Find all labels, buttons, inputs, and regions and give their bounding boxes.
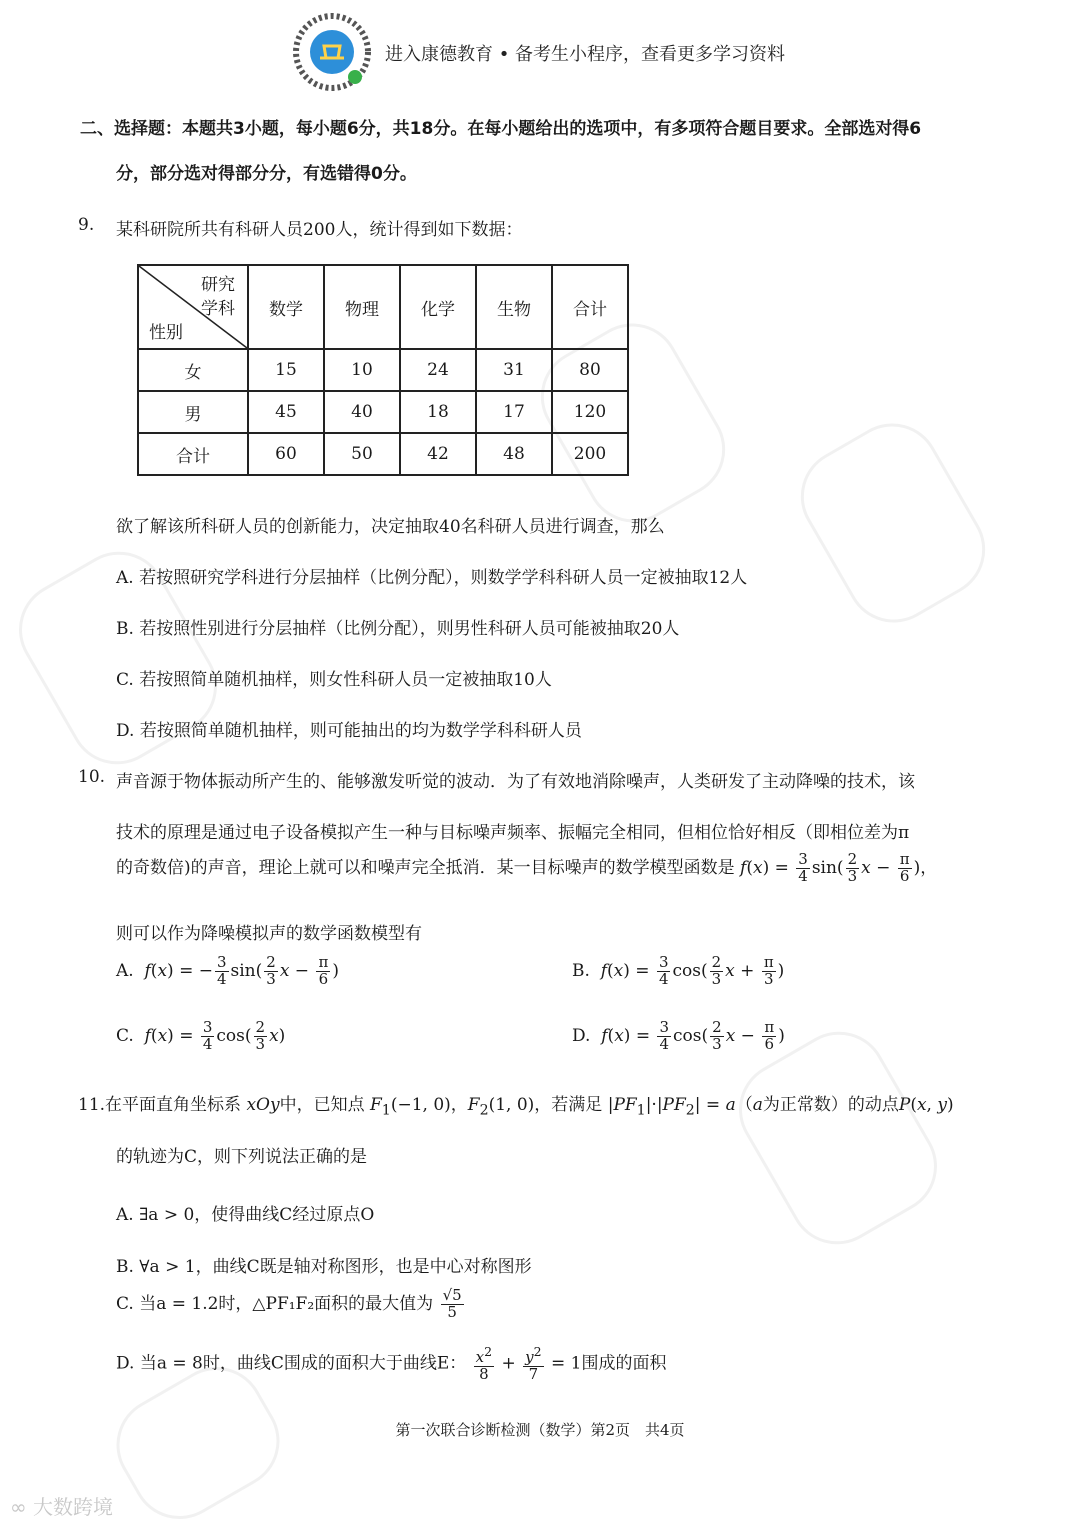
question-text: 11.在平面直角坐标系 xOy中，已知点 $F_1(-1$, 0)，$F_2(1$, 0)，若满足 $|PF_1|\cdot|PF_2| = a(a$为正常数）的动点P(x, y) bbox=[78, 1095, 954, 1119]
link-icon: ∞ bbox=[10, 1495, 34, 1519]
option-b: B. ∀a > 1，曲线C既是轴对称图形，也是中心对称图形 bbox=[116, 1257, 532, 1277]
text-part: 中，已知点 bbox=[279, 1095, 365, 1115]
question-number: 10. bbox=[78, 767, 106, 787]
section-title: 二、选择题：本题共3小题，每小题6分，共18分。在每小题给出的选项中，有多项符合题目要求。全部选对得6 bbox=[80, 119, 922, 139]
option-label: B. bbox=[572, 960, 590, 981]
table-cell: 42 bbox=[400, 433, 476, 475]
column-header: 合计 bbox=[552, 265, 628, 349]
table-cell: 48 bbox=[476, 433, 552, 475]
section-title-cont: 分，部分选对得部分分，有选错得0分。 bbox=[116, 164, 417, 184]
row-label: 合计 bbox=[138, 433, 248, 475]
option-d: D. f(x) = $\frac{3}{4}$ cos( $\frac{2}{3}$ x − $\frac{\pi}{6}$ ) bbox=[572, 1018, 785, 1053]
fraction: $\frac{2}{3}$ bbox=[847, 850, 858, 885]
option-b: B. 若按照性别进行分层抽样（比例分配），则男性科研人员可能被抽取20人 bbox=[116, 619, 680, 639]
option-text: = 1围成的面积 bbox=[551, 1353, 667, 1374]
table-cell: 60 bbox=[248, 433, 324, 475]
option-label: A. bbox=[116, 960, 134, 981]
row-label: 女 bbox=[138, 349, 248, 391]
fraction: $\frac{y^2}{7}$ bbox=[525, 1344, 542, 1383]
option-text: D. 当a = 8时，曲线C围成的面积大于曲线E： bbox=[116, 1353, 467, 1374]
option-label: D. bbox=[572, 1025, 591, 1046]
brand-watermark bbox=[10, 1491, 113, 1520]
table-cell: 40 bbox=[324, 391, 400, 433]
data-table bbox=[137, 264, 629, 476]
question-number: 11. bbox=[78, 1095, 106, 1115]
text-part: （ bbox=[735, 1095, 753, 1115]
table-cell: 10 bbox=[324, 349, 400, 391]
question-text: 技术的原理是通过电子设备模拟产生一种与目标噪声频率、振幅完全相同，但相位恰好相反（即相位差为π bbox=[116, 823, 910, 843]
fraction: $\frac{\pi}{6}$ bbox=[899, 850, 910, 885]
table-row bbox=[138, 391, 628, 433]
column-header: 生物 bbox=[476, 265, 552, 349]
promo-text: 进入康德教育 • 备考生小程序，查看更多学习资料 bbox=[385, 44, 786, 65]
option-text: C. 当a = 1.2时，△PF₁F₂面积的最大值为 bbox=[116, 1293, 434, 1314]
watermark-shape bbox=[783, 406, 1002, 640]
question-number: 9. bbox=[78, 215, 95, 235]
corner-label-bottom: 性别 bbox=[149, 323, 183, 343]
option-label: C. bbox=[116, 1025, 134, 1046]
table-row bbox=[138, 349, 628, 391]
page-footer: 第一次联合诊断检测（数学）第2页 共4页 bbox=[395, 1421, 685, 1439]
corner-label-mid: 学科 bbox=[201, 299, 235, 319]
option-c: C. f(x) = $\frac{3}{4}$ cos( $\frac{2}{3}$ x) bbox=[116, 1018, 286, 1053]
option-a: A. f(x) = − $\frac{3}{4}$ sin( $\frac{2}{3}$ x − $\frac{\pi}{6}$ ) bbox=[116, 953, 339, 988]
table-cell: 45 bbox=[248, 391, 324, 433]
table-cell: 50 bbox=[324, 433, 400, 475]
text-part: 为正常数）的动点 bbox=[762, 1095, 899, 1115]
table-cell: 120 bbox=[552, 391, 628, 433]
qr-code-icon bbox=[292, 12, 372, 92]
option-a: A. 若按照研究学科进行分层抽样（比例分配），则数学学科科研人员一定被抽取12人 bbox=[116, 568, 748, 588]
fraction: $\frac{x^2}{8}$ bbox=[475, 1344, 493, 1383]
fraction: $\frac{√5}{5}$ bbox=[442, 1286, 462, 1321]
question-lead: 欲了解该所科研人员的创新能力，决定抽取40名科研人员进行调查，那么 bbox=[116, 517, 665, 537]
column-header: 物理 bbox=[324, 265, 400, 349]
question-text: 的轨迹为C，则下列说法正确的是 bbox=[116, 1147, 368, 1167]
table-row bbox=[138, 433, 628, 475]
option-b: B. f(x) = $\frac{3}{4}$ cos( $\frac{2}{3}$ x + $\frac{\pi}{3}$ ) bbox=[572, 953, 785, 988]
column-header: 数学 bbox=[248, 265, 324, 349]
formula: f bbox=[740, 857, 747, 878]
table-cell: 15 bbox=[248, 349, 324, 391]
question-stem: 某科研院所共有科研人员200人，统计得到如下数据： bbox=[116, 220, 523, 240]
column-header: 化学 bbox=[400, 265, 476, 349]
corner-label-top: 研究 bbox=[201, 275, 235, 295]
table-corner-cell bbox=[138, 265, 248, 349]
option-c bbox=[116, 1288, 466, 1321]
question-text: 声音源于物体振动所产生的、能够激发听觉的波动．为了有效地消除噪声，人类研发了主动降噪的技术，该 bbox=[116, 772, 915, 792]
row-label: 男 bbox=[138, 391, 248, 433]
table-cell: 24 bbox=[400, 349, 476, 391]
text-part: ，若满足 bbox=[534, 1095, 603, 1115]
table-cell: 18 bbox=[400, 391, 476, 433]
brand-text: 大数跨境 bbox=[33, 1495, 114, 1519]
question-text-part: 的奇数倍)的声音，理论上就可以和噪声完全抵消．某一目标噪声的数学模型函数是 bbox=[116, 857, 735, 878]
fraction: $\frac{3}{4}$ bbox=[798, 850, 808, 885]
question-text: 的奇数倍)的声音，理论上就可以和噪声完全抵消．某一目标噪声的数学模型函数是 f(x) = $\frac{3}{4}$ sin( $\frac{2}{3}$ x − $\frac{\pi}{6}$ )， bbox=[116, 850, 938, 885]
option-a: A. ∃a > 0，使得曲线C经过原点O bbox=[116, 1205, 375, 1225]
option-d: D. 若按照简单随机抽样，则可能抽出的均为数学学科科研人员 bbox=[116, 721, 582, 741]
text-part: 在平面直角坐标系 bbox=[105, 1095, 242, 1115]
option-d: D. 当a = 8时，曲线C围成的面积大于曲线E： $\frac{x^2}{8}$ + $\frac{y^2}{7}$ = 1围成的面积 bbox=[116, 1344, 667, 1383]
question-text: 则可以作为降噪模拟声的数学函数模型有 bbox=[116, 924, 422, 944]
table-cell: 80 bbox=[552, 349, 628, 391]
option-c: C. 若按照简单随机抽样，则女性科研人员一定被抽取10人 bbox=[116, 670, 552, 690]
table-cell: 31 bbox=[476, 349, 552, 391]
table-cell: 17 bbox=[476, 391, 552, 433]
table-cell: 200 bbox=[552, 433, 628, 475]
